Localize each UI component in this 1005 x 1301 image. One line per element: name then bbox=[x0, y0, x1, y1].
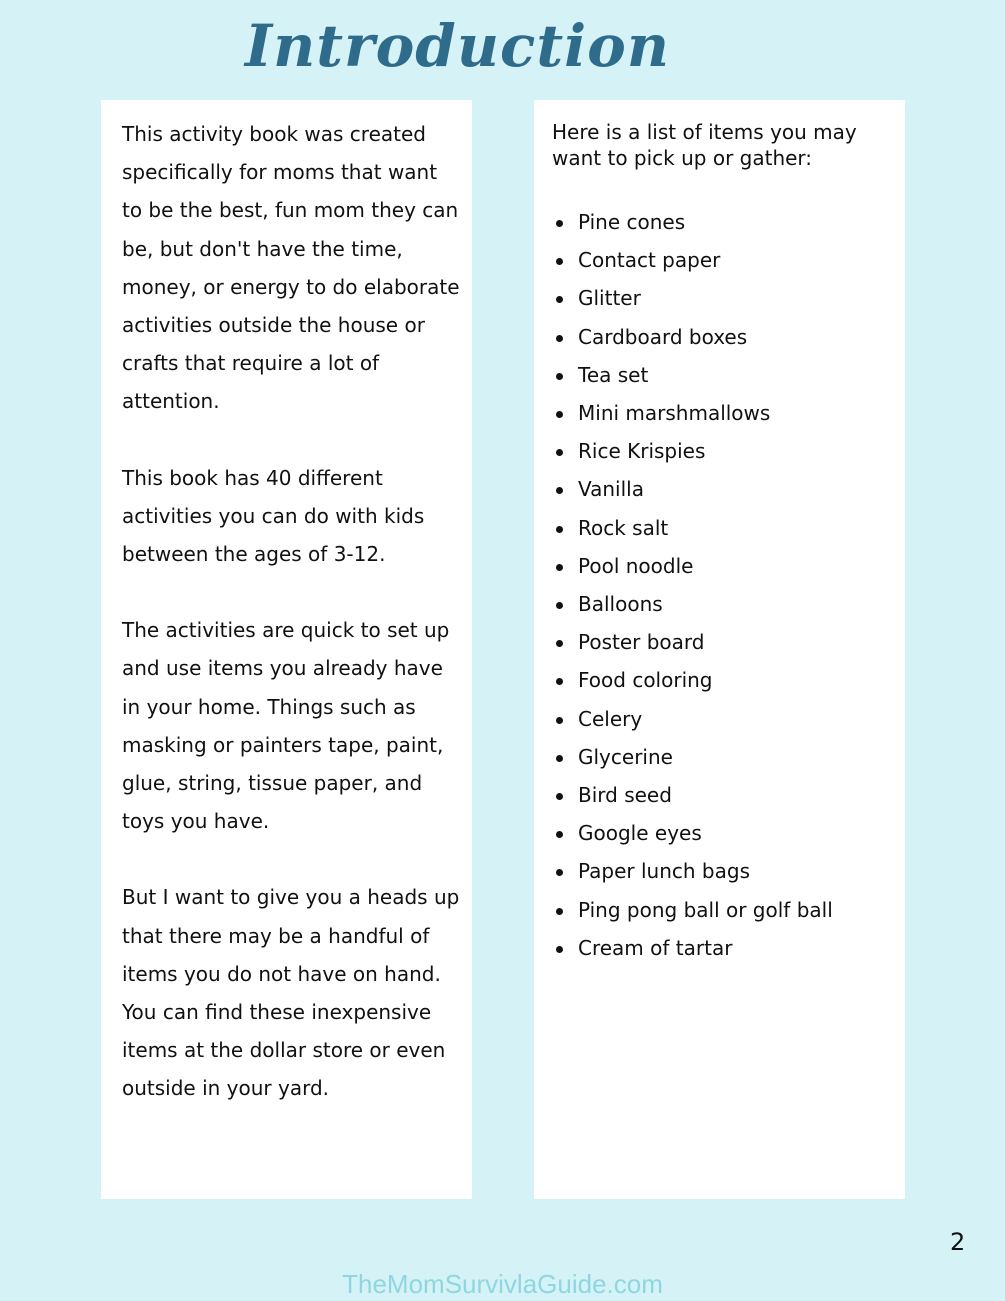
list-item-label: Pine cones bbox=[578, 210, 686, 234]
supply-list-intro: Here is a list of items you may want to pick up or gather: bbox=[552, 120, 857, 170]
bullet-icon bbox=[556, 373, 563, 380]
footer-website: TheMomSurvivlaGuide.com bbox=[342, 1269, 663, 1299]
supply-list bbox=[552, 203, 893, 967]
list-item bbox=[552, 394, 893, 432]
list-item bbox=[552, 241, 893, 279]
intro-paragraph: This activity book was created specifically for moms that want to be the best, fun mom they can be, but don't have the time, money, or energy to do elaborate activities outside the house or crafts that require a lot of attention. bbox=[122, 122, 460, 414]
list-item-label: Mini marshmallows bbox=[578, 401, 771, 426]
bullet-icon bbox=[556, 220, 563, 227]
list-item-label: Poster board bbox=[578, 630, 705, 655]
list-item bbox=[552, 852, 893, 890]
list-item bbox=[552, 279, 893, 317]
bullet-icon bbox=[556, 678, 563, 685]
list-item bbox=[552, 891, 893, 929]
list-item-label: Cream of tartar bbox=[578, 935, 733, 960]
supply-list-panel bbox=[534, 100, 905, 1199]
list-item-label: Rock salt bbox=[578, 515, 669, 540]
list-item-label: Vanilla bbox=[578, 477, 644, 502]
list-item bbox=[552, 585, 893, 623]
bullet-icon bbox=[556, 526, 563, 533]
list-item-label: Pool noodle bbox=[578, 553, 694, 578]
bullet-icon bbox=[556, 258, 563, 265]
list-item-label: Rice Krispies bbox=[578, 439, 706, 464]
list-item bbox=[552, 929, 893, 967]
list-item-label: Glycerine bbox=[578, 744, 673, 769]
list-item-label: Food coloring bbox=[578, 668, 713, 693]
list-item-label: Glitter bbox=[578, 286, 641, 311]
list-item bbox=[552, 356, 893, 394]
bullet-icon bbox=[556, 908, 563, 915]
list-item-label: Celery bbox=[578, 706, 643, 731]
list-item bbox=[552, 776, 893, 814]
list-item-label: Contact paper bbox=[578, 248, 721, 273]
intro-paragraph: This book has 40 different activities you can do with kids between the ages of 3-12. bbox=[122, 465, 425, 567]
bullet-icon bbox=[556, 487, 563, 494]
bullet-icon bbox=[556, 755, 563, 762]
bullet-icon bbox=[556, 564, 563, 571]
bullet-icon bbox=[556, 411, 563, 418]
list-item bbox=[552, 623, 893, 661]
bullet-icon bbox=[556, 793, 563, 800]
intro-text-panel bbox=[101, 100, 472, 1199]
bullet-icon bbox=[556, 296, 563, 303]
list-item-label: Google eyes bbox=[578, 821, 702, 846]
list-item-label: Cardboard boxes bbox=[578, 324, 748, 349]
list-item bbox=[552, 432, 893, 470]
bullet-icon bbox=[556, 602, 563, 609]
list-item-label: Ping pong ball or golf ball bbox=[578, 897, 833, 922]
list-item bbox=[552, 547, 893, 585]
bullet-icon bbox=[556, 335, 563, 342]
page-title: Introduction bbox=[244, 12, 671, 80]
list-item bbox=[552, 661, 893, 699]
list-item bbox=[552, 509, 893, 547]
list-item-label: Balloons bbox=[578, 592, 663, 617]
list-item bbox=[552, 318, 893, 356]
bullet-icon bbox=[556, 946, 563, 953]
page-number: 2 bbox=[950, 1228, 966, 1256]
list-item-label: Paper lunch bags bbox=[578, 859, 751, 884]
bullet-icon bbox=[556, 717, 563, 724]
bullet-icon bbox=[556, 869, 563, 876]
list-item bbox=[552, 700, 893, 738]
bullet-icon bbox=[556, 449, 563, 456]
list-item-label: Tea set bbox=[578, 362, 649, 387]
list-item bbox=[552, 203, 893, 241]
bullet-icon bbox=[556, 640, 563, 647]
list-item bbox=[552, 470, 893, 508]
intro-paragraph: The activities are quick to set up and use items you already have in your home. Things such as masking or painters tape, paint, glue, string, tissue paper, and toys you have. bbox=[122, 618, 450, 834]
list-item-label: Bird seed bbox=[578, 783, 672, 808]
list-item bbox=[552, 738, 893, 776]
list-item bbox=[552, 814, 893, 852]
bullet-icon bbox=[556, 831, 563, 838]
intro-paragraph: But I want to give you a heads up that there may be a handful of items you do not have on hand. You can find these inexpensive items at the dollar store or even outside in your yard. bbox=[122, 885, 460, 1101]
